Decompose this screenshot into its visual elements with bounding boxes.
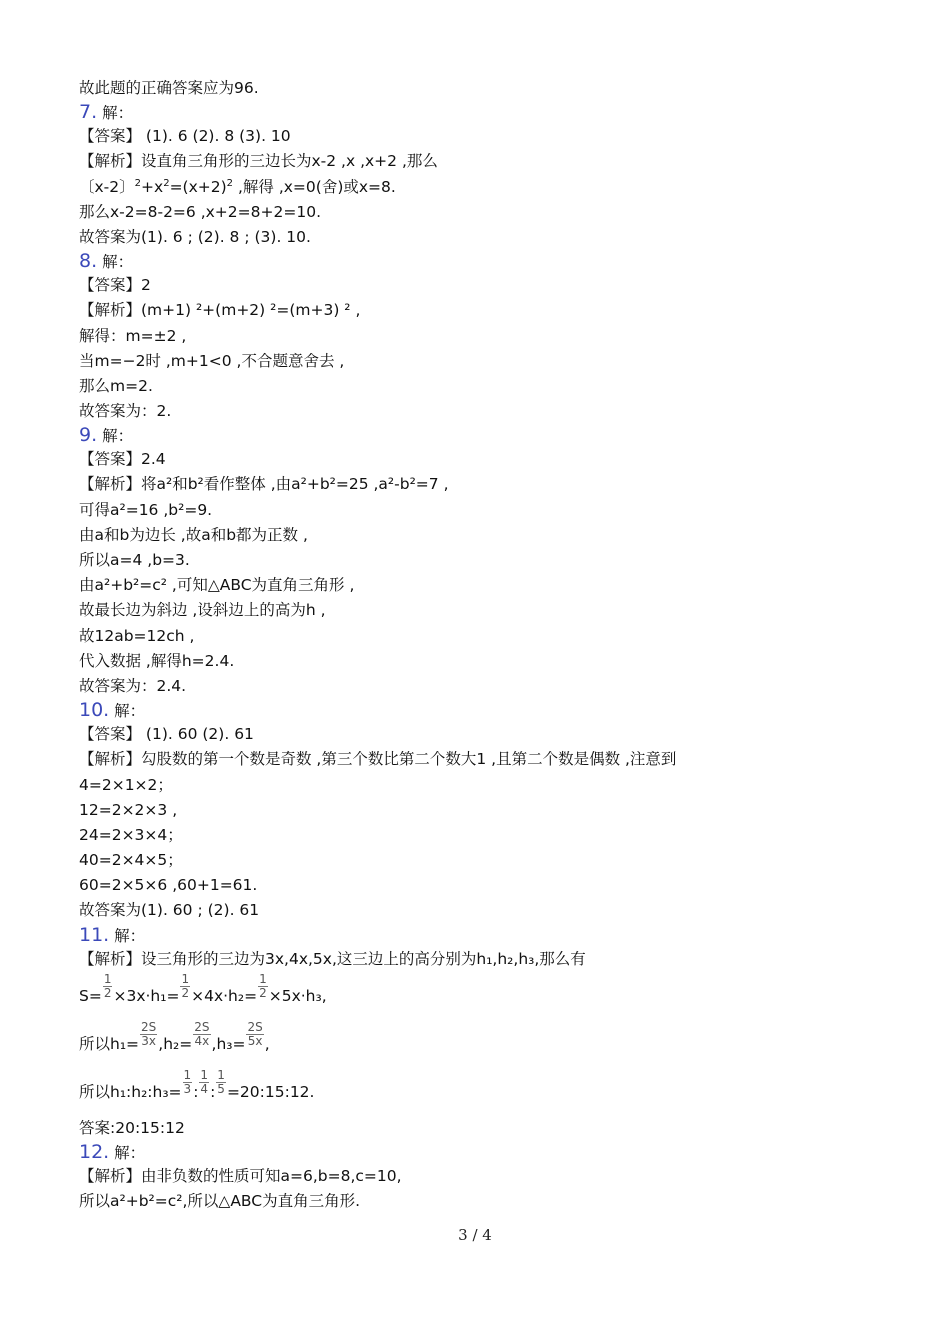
answer-line: 【答案】 (1). 6 (2). 8 (3). 10 <box>79 127 291 146</box>
text-line: 故答案为：2.4. <box>79 676 187 695</box>
question-number: 9. <box>79 424 98 447</box>
analysis-line: 【解析】设直角三角形的三边长为x-2 ,x ,x+2 ,那么 <box>79 152 438 171</box>
fraction-half: $\frac{1}{2}$ <box>103 971 112 1000</box>
fraction-one-fifth: $\frac{1}{5}$ <box>217 1067 225 1096</box>
question-11-header <box>79 924 899 947</box>
text-line: 代入数据 ,解得h=2.4. <box>79 651 235 670</box>
text-line: 故答案为(1). 60 ; (2). 61 <box>79 901 260 920</box>
text-line: 那么x-2=8-2=6 ,x+2=8+2=10. <box>79 202 321 221</box>
question-9-header <box>79 424 899 447</box>
fraction-one-fourth: $\frac{1}{4}$ <box>200 1067 209 1096</box>
text-line: 4=2×1×2； <box>79 775 173 794</box>
fraction-half: $\frac{1}{2}$ <box>259 971 267 1000</box>
text-line: 解得：m=±2 , <box>79 326 187 345</box>
fraction-2s-3x: $\frac{2S}{3x}$ <box>141 1019 157 1048</box>
answer-line: 【答案】2.4 <box>79 450 166 469</box>
solve-label: 解： <box>114 702 146 721</box>
question-10-header <box>79 699 899 722</box>
text-line: 40=2×4×5； <box>79 851 183 870</box>
question-7-header <box>79 101 899 124</box>
fraction-2s-4x: $\frac{2S}{4x}$ <box>194 1019 210 1048</box>
question-12-header <box>79 1141 899 1164</box>
text-line: 所以a²+b²=c²,所以△ABC为直角三角形. <box>79 1192 361 1211</box>
analysis-line: 【解析】勾股数的第一个数是奇数 ,第三个数比第二个数大1 ,且第二个数是偶数 ,注意到 <box>79 750 677 769</box>
text-line: 那么m=2. <box>79 376 153 395</box>
question-8-header <box>79 250 899 273</box>
equation-line: 〔x-2〕$^2+x^2=(x+2)^2$ ,解得 ,x=0(舍)或x=8. <box>79 177 396 196</box>
solution-content <box>79 76 899 1214</box>
solve-label: 解： <box>102 427 134 446</box>
text-line: 由a和b为边长 ,故a和b都为正数 , <box>79 525 308 544</box>
text-line: 可得a²=16 ,b²=9. <box>79 500 213 519</box>
fraction-half: $\frac{1}{2}$ <box>181 971 190 1000</box>
text-line: 由a²+b²=c² ,可知△ABC为直角三角形 , <box>79 576 355 595</box>
text-line: 24=2×3×4； <box>79 825 183 844</box>
ratio-equation-line: 所以h₁:h₂:h₃= $\frac{1}{3}$ : $\frac{1}{4}$ : $\frac{1}{5}$ =20:15:12. <box>79 1067 315 1101</box>
text-line: 故12ab=12ch , <box>79 626 195 645</box>
analysis-line: 【解析】将a²和b²看作整体 ,由a²+b²=25 ,a²-b²=7 , <box>79 475 449 494</box>
text-line: 故答案为：2. <box>79 402 172 421</box>
text-line: 所以a=4 ,b=3. <box>79 551 190 569</box>
question-number: 11. <box>79 923 110 946</box>
area-equation-line: S= $\frac{1}{2}$ ×3x·h₁= $\frac{1}{2}$ ×4x·h₂= $\frac{1}{2}$ ×5x·h₃, <box>79 971 327 1005</box>
fraction-one-third: $\frac{1}{3}$ <box>183 1067 192 1096</box>
answer-line: 【答案】2 <box>79 276 151 295</box>
text-line: 故此题的正确答案应为96. <box>79 79 259 97</box>
text-line: 60=2×5×6 ,60+1=61. <box>79 876 258 895</box>
solve-label: 解： <box>102 253 134 272</box>
text-line: 故答案为(1). 6 ; (2). 8 ; (3). 10. <box>79 227 311 246</box>
heights-equation-line: 所以h₁= $\frac{2S}{3x}$ ,h₂= $\frac{2S}{4x}$ ,h₃= $\frac{2S}{5x}$ , <box>79 1019 270 1053</box>
question-number: 12. <box>79 1141 110 1163</box>
analysis-line: 【解析】设三角形的三边为3x,4x,5x,这三边上的高分别为h₁,h₂,h₃,那么有 <box>79 949 586 968</box>
text-line: 故最长边为斜边 ,设斜边上的高为h , <box>79 601 326 620</box>
solve-label: 解： <box>114 926 146 945</box>
question-number: 8. <box>79 250 98 273</box>
text-line: 当m=−2时 ,m+1<0 ,不合题意舍去 , <box>79 351 345 370</box>
fraction-2s-5x: $\frac{2S}{5x}$ <box>247 1019 263 1048</box>
text-line: 12=2×2×3 , <box>79 800 178 819</box>
analysis-line: 【解析】由非负数的性质可知a=6,b=8,c=10, <box>79 1167 402 1185</box>
page-number: 3 / 4 <box>458 1226 492 1244</box>
question-number: 7. <box>79 101 98 124</box>
solve-label: 解： <box>114 1144 146 1162</box>
question-number: 10. <box>79 699 110 722</box>
answer-line: 【答案】 (1). 60 (2). 61 <box>79 725 254 744</box>
analysis-line: 【解析】(m+1) ²+(m+2) ²=(m+3) ² , <box>79 301 361 320</box>
solve-label: 解： <box>102 104 134 123</box>
answer-line: 答案:20:15:12 <box>79 1118 185 1137</box>
